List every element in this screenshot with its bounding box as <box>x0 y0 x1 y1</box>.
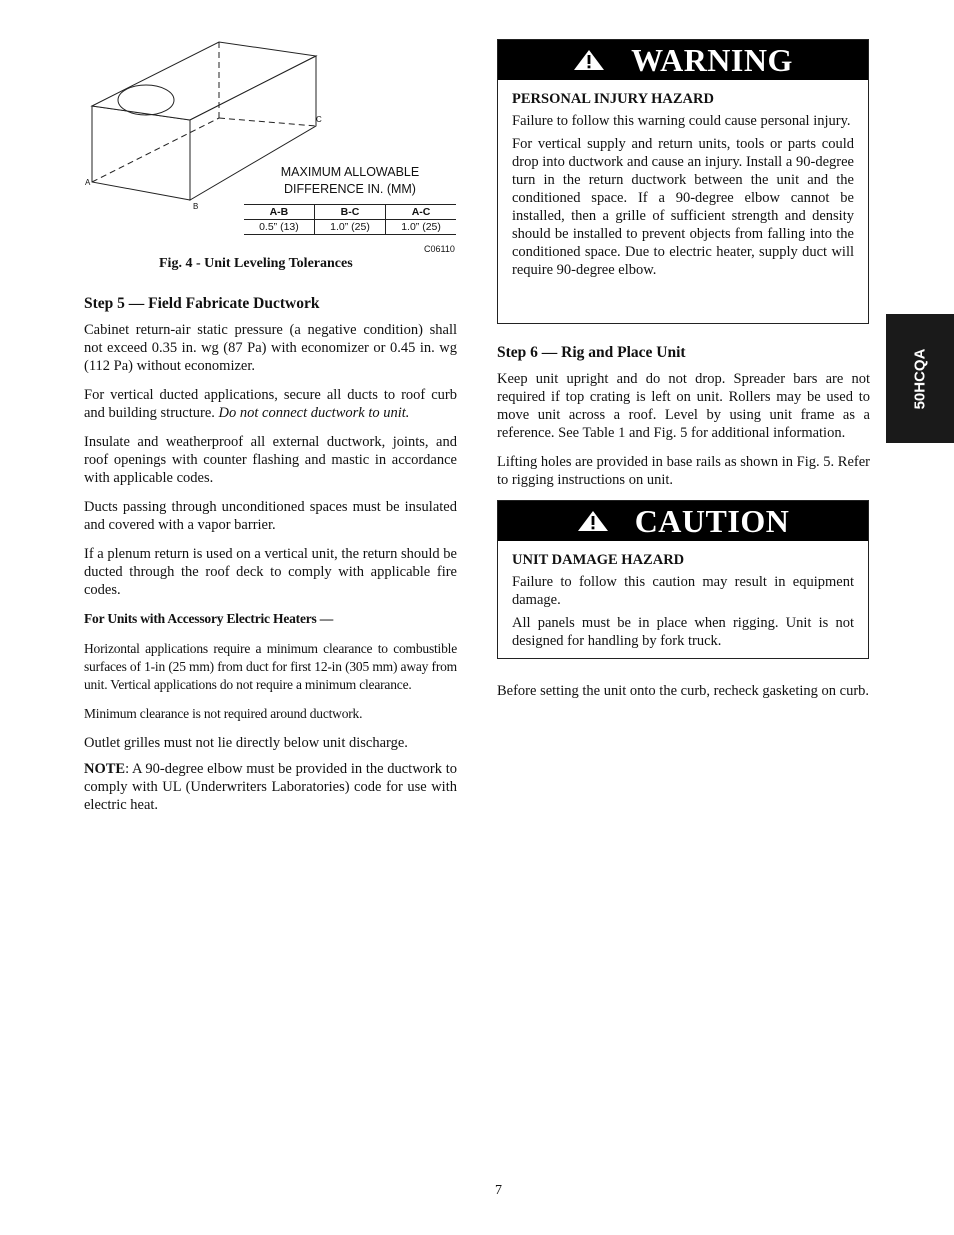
tolerance-title <box>244 164 456 198</box>
figure-code: C06110 <box>424 244 455 254</box>
step5-body <box>84 321 457 814</box>
caution-box <box>497 500 869 659</box>
step5-paragraph-3: Insulate and weatherproof all external ductwork, joints, and roof openings with counter flashing and mastic in accordance with applicable codes. <box>84 434 457 486</box>
figure-unit-leveling <box>84 38 464 278</box>
warning-title: PERSONAL INJURY HAZARD <box>512 91 714 107</box>
caution-triangle-icon <box>577 503 609 540</box>
closing-section <box>497 682 870 700</box>
step5-paragraph-8: Outlet grilles must not lie directly below unit discharge. <box>84 735 408 751</box>
note-text: : A 90-degree elbow must be provided in the ductwork to comply with UL (Underwriters Laboratories) code for use with electric heat. <box>84 761 457 813</box>
tolerance-value-row <box>244 220 456 235</box>
point-c-label: C <box>316 115 322 124</box>
warning-box <box>497 39 869 324</box>
tolerance-table <box>244 204 456 235</box>
step5-paragraph-1: Cabinet return-air static pressure (a negative condition) shall not exceed 0.35 in. wg (87 Pa) with economizer or 0.45 in. wg (112 Pa) without economizer. <box>84 322 457 374</box>
caution-title: UNIT DAMAGE HAZARD <box>512 552 685 568</box>
point-a-label: A <box>85 178 91 187</box>
value-bc: 1.0” (25) <box>314 220 385 235</box>
warning-triangle-icon <box>573 42 605 79</box>
col-header-ac: A-C <box>386 205 456 220</box>
value-ab: 0.5” (13) <box>244 220 314 235</box>
point-b-label: B <box>193 202 199 211</box>
caution-header-text: CAUTION <box>634 502 790 539</box>
closing-paragraph: Before setting the unit onto the curb, recheck gasketing on curb. <box>497 683 870 699</box>
step5-paragraph-5: If a plenum return is used on a vertical unit, the return should be ducted through the roof deck to comply with applicable fire codes. <box>84 546 457 598</box>
warning-body <box>498 80 868 287</box>
col-header-ab: A-B <box>244 205 314 220</box>
step5-paragraph-2-text: For vertical ducted applications, secure all ducts to roof curb and building structure. <box>84 387 457 421</box>
step6-paragraph-1: Keep unit upright and do not drop. Spreader bars are not required if top crating is left on unit. Rollers may be used to move unit across a roof. Level by using unit frame as a reference. See Table 1 and Fig. 5 for additional information. <box>497 371 870 441</box>
step6-heading: Step 6 — Rig and Place Unit <box>497 344 686 361</box>
step6-body <box>497 370 870 489</box>
warning-paragraph-1: Failure to follow this warning could cause personal injury. <box>512 113 851 129</box>
electric-heaters-subhead: For Units with Accessory Electric Heaters — <box>84 611 334 626</box>
caution-header <box>498 501 868 541</box>
caution-paragraph-2: All panels must be in place when rigging. Unit is not designed for handling by fork truck. <box>512 615 854 649</box>
side-tab <box>886 314 954 443</box>
step5-paragraph-6: Horizontal applications require a minimum clearance to combustible surfaces of 1-in (25 mm) from duct for first 12-in (305 mm) away from unit. Vertical applications do not require a minimum clearance. <box>84 641 457 692</box>
col-header-bc: B-C <box>314 205 385 220</box>
value-ac: 1.0” (25) <box>386 220 456 235</box>
step5-heading: Step 5 — Field Fabricate Ductwork <box>84 295 320 312</box>
step5-note <box>84 760 457 814</box>
tolerance-header-row <box>244 205 456 220</box>
warning-paragraph-2: For vertical supply and return units, tools or parts could drop into ductwork and cause an injury. Install a 90-degree turn in the return ductwork between the unit and the conditioned space. If a 90-degree elbow cannot be installed, then a grille of sufficient strength and density should be installed to prevent objects from falling into the conditioned space. Due to electric heater, supply duct will require 90-degree elbow. <box>512 136 854 278</box>
step5-paragraph-4: Ducts passing through unconditioned spaces must be insulated and covered with a vapor barrier. <box>84 499 457 533</box>
figure-caption: Fig. 4 - Unit Leveling Tolerances <box>159 256 353 271</box>
step5-paragraph-2-italic: Do not connect ductwork to unit. <box>218 405 410 421</box>
step5-paragraph-2 <box>84 386 457 422</box>
warning-header <box>498 40 868 80</box>
tolerance-title-line1: MAXIMUM ALLOWABLE <box>280 165 420 179</box>
step6-paragraph-2: Lifting holes are provided in base rails as shown in Fig. 5. Refer to rigging instructions on unit. <box>497 454 870 488</box>
tolerance-title-line2: DIFFERENCE IN. (MM) <box>284 182 416 196</box>
step5-paragraph-7: Minimum clearance is not required around ductwork. <box>84 706 363 721</box>
caution-paragraph-1: Failure to follow this caution may result in equipment damage. <box>512 574 854 608</box>
caution-body <box>498 541 868 658</box>
side-tab-label: 50HCQA <box>911 348 929 409</box>
note-label: NOTE <box>84 761 126 777</box>
warning-header-text: WARNING <box>631 41 793 78</box>
page-number: 7 <box>495 1183 502 1198</box>
